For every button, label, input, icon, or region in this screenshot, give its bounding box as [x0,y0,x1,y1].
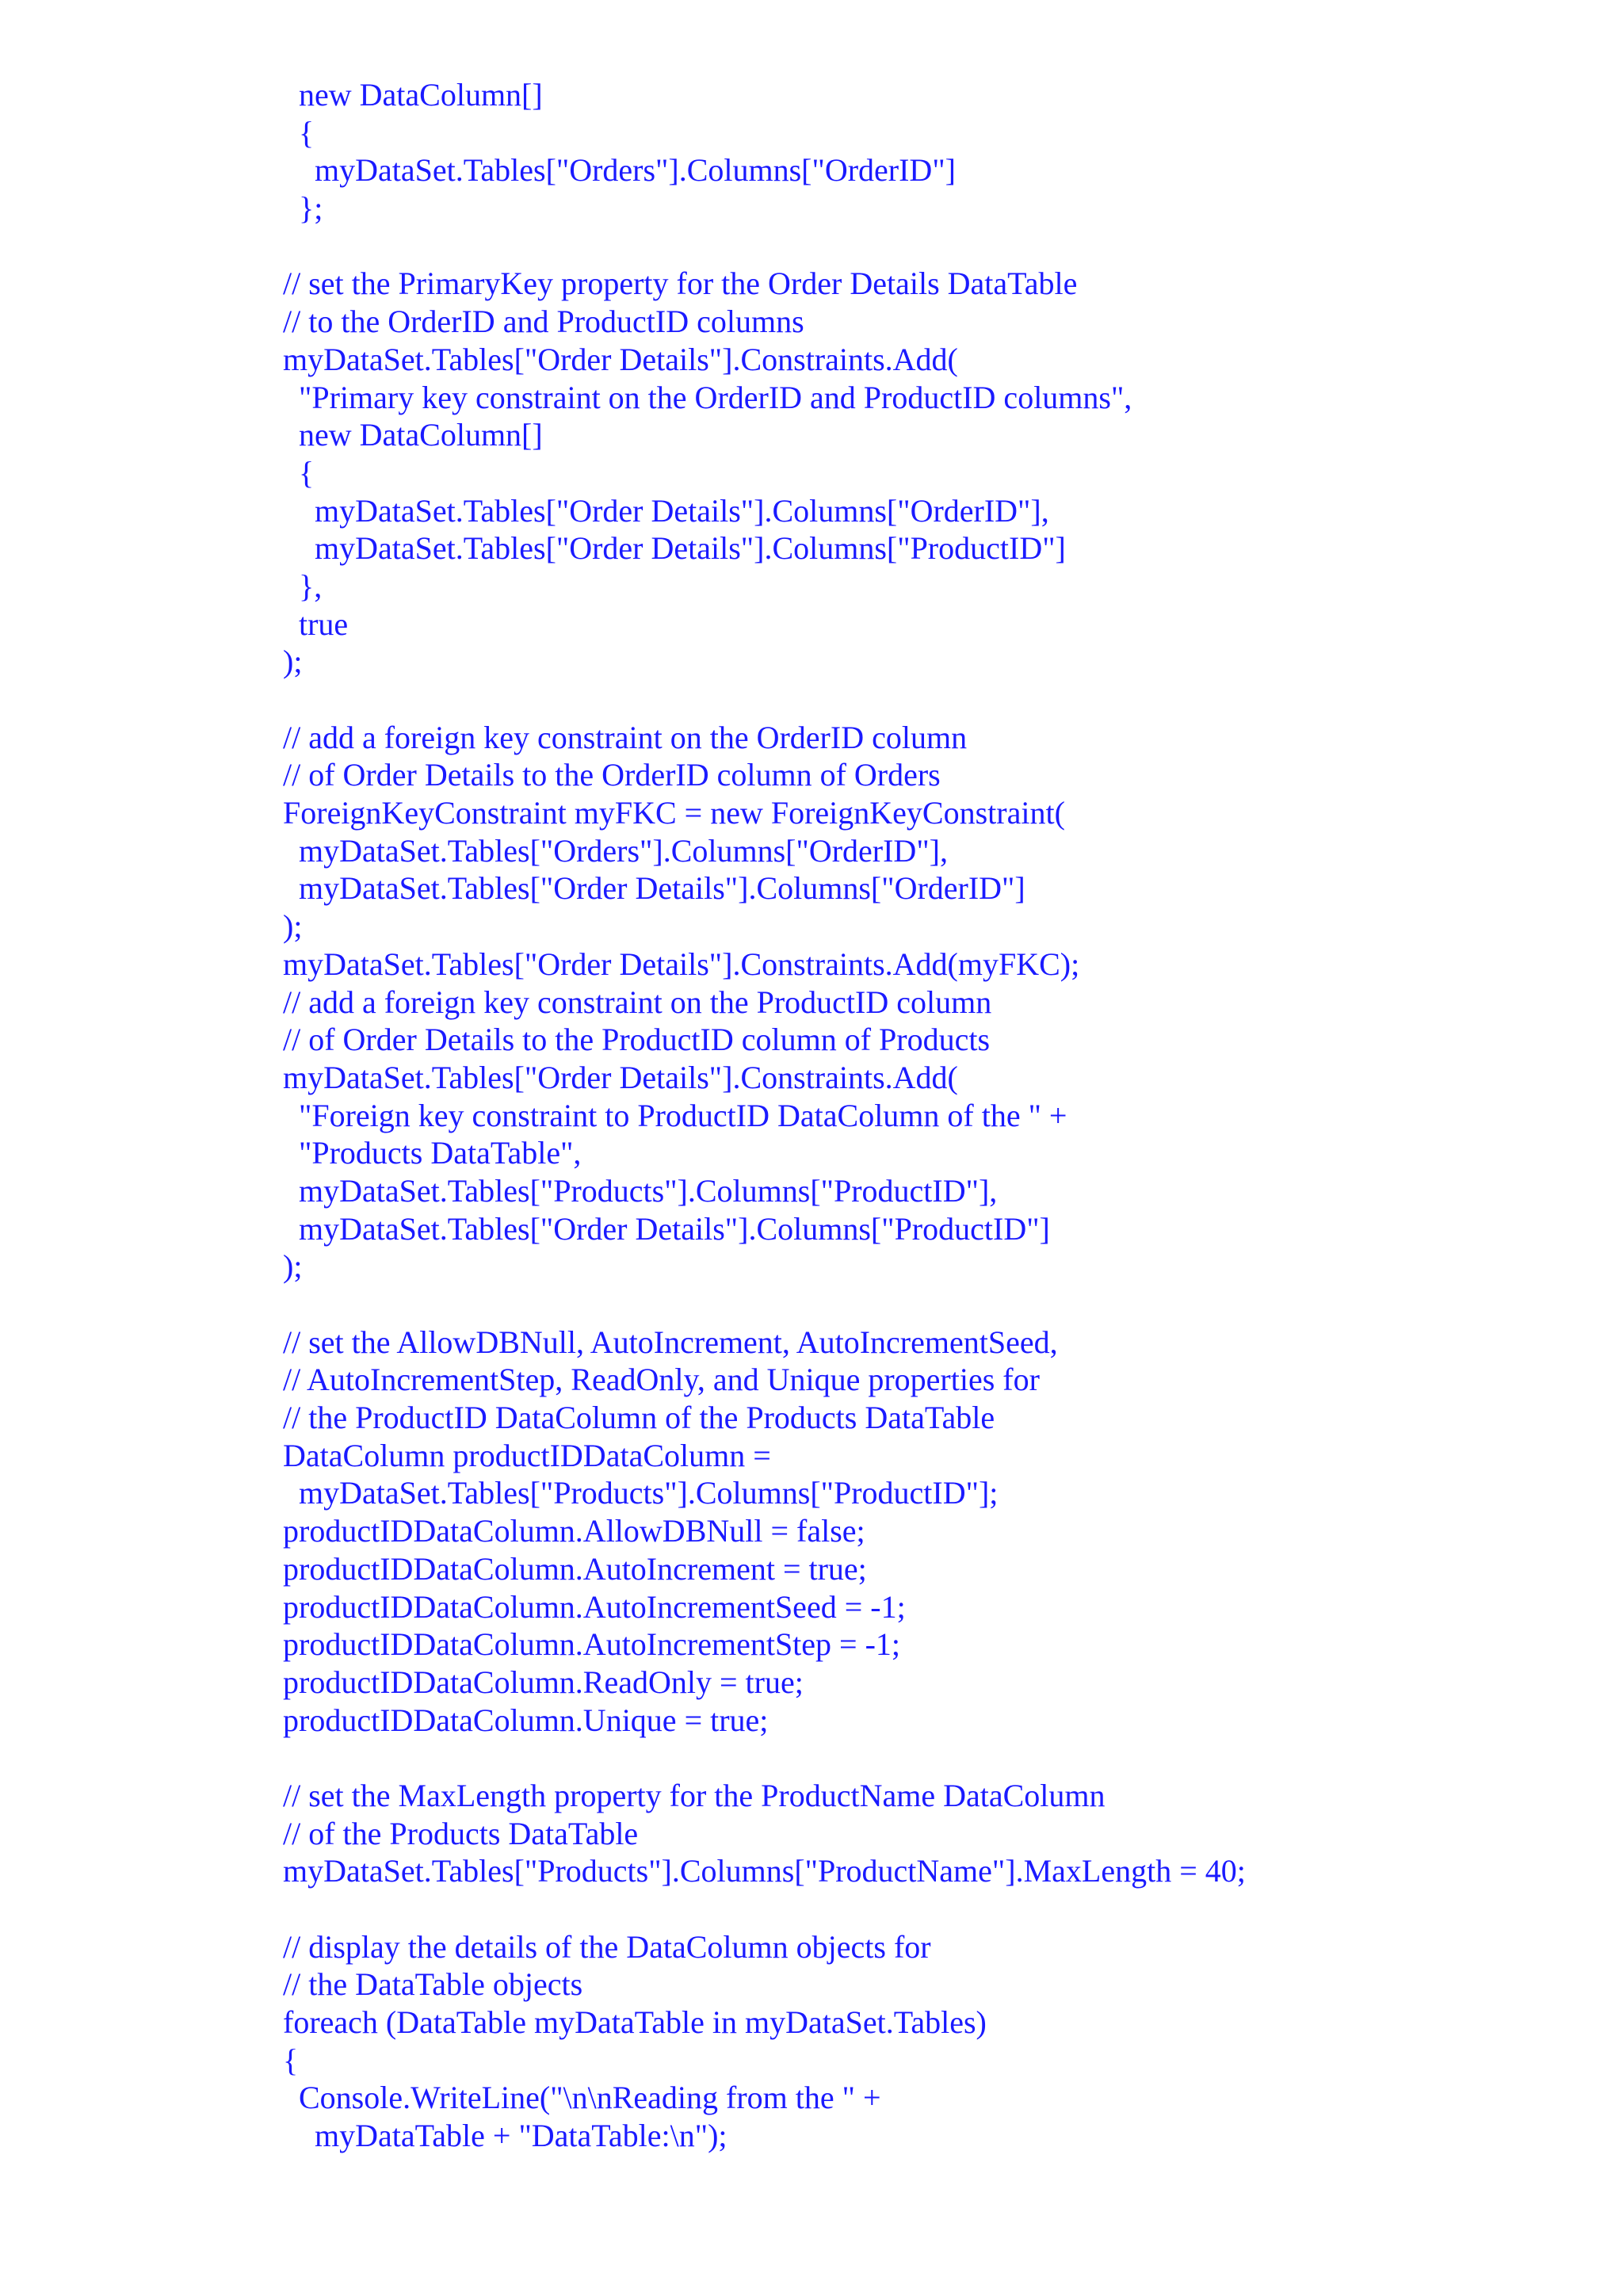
code-line [283,1890,1246,1928]
code-line: { [283,2042,299,2078]
code-line: }; [283,190,323,227]
code-line: myDataSet.Tables["Products"].Columns["ProductID"], [283,1172,998,1209]
code-line: "Primary key constraint on the OrderID and ProductID columns", [283,379,1132,415]
code-line: // the DataTable objects [283,1966,583,2003]
code-line: productIDDataColumn.Unique = true; [283,1702,769,1738]
code-line [283,681,1246,719]
code-line: myDataSet.Tables["Order Details"].Constraints.Add( [283,1059,958,1095]
code-line: productIDDataColumn.AutoIncrementSeed = -1; [283,1588,906,1625]
code-line: myDataSet.Tables["Orders"].Columns["OrderID"] [283,152,956,189]
code-line: DataColumn productIDDataColumn = [283,1437,771,1473]
code-line: productIDDataColumn.AutoIncrementStep = -1; [283,1626,901,1663]
code-line: { [283,114,315,151]
code-line: // the ProductID DataColumn of the Products DataTable [283,1400,995,1436]
code-line: ); [283,908,303,945]
code-line [283,1286,1246,1324]
code-line: // set the MaxLength property for the ProductName DataColumn [283,1777,1106,1813]
code-line: // add a foreign key constraint on the ProductID column [283,984,992,1020]
code-line: ); [283,644,303,680]
code-line: Console.WriteLine("\n\nReading from the " + [283,2080,881,2116]
code-line: myDataSet.Tables["Orders"].Columns["OrderID"], [283,832,948,869]
code-line [283,227,1246,266]
code-line: productIDDataColumn.ReadOnly = true; [283,1664,804,1700]
code-line: // set the AllowDBNull, AutoIncrement, AutoIncrementSeed, [283,1324,1058,1360]
code-line: }, [283,567,323,604]
code-line: // set the PrimaryKey property for the Order Details DataTable [283,266,1078,302]
code-line: true [283,606,349,642]
code-line: "Foreign key constraint to ProductID DataColumn of the " + [283,1097,1067,1133]
code-line: myDataSet.Tables["Order Details"].Columns["ProductID"] [283,1210,1050,1247]
code-line: myDataSet.Tables["Products"].Columns["ProductID"]; [283,1475,999,1511]
code-listing [283,76,1246,2155]
code-line: { [283,454,315,491]
code-line: // to the OrderID and ProductID columns [283,304,804,340]
code-line: new DataColumn[] [283,417,543,453]
code-line: productIDDataColumn.AutoIncrement = true; [283,1550,867,1587]
code-line: // of Order Details to the OrderID column of Orders [283,757,941,793]
code-line [283,1739,1246,1777]
code-line: // of the Products DataTable [283,1815,639,1851]
code-line: myDataTable + "DataTable:\n"); [283,2118,727,2154]
code-line: "Products DataTable", [283,1135,582,1171]
code-line: myDataSet.Tables["Order Details"].Columns["OrderID"] [283,870,1025,907]
code-line: myDataSet.Tables["Order Details"].Columns["ProductID"] [283,530,1066,567]
code-line: myDataSet.Tables["Order Details"].Constraints.Add(myFKC); [283,946,1080,982]
code-line: productIDDataColumn.AllowDBNull = false; [283,1513,865,1549]
code-line: myDataSet.Tables["Products"].Columns["ProductName"].MaxLength = 40; [283,1853,1246,1889]
code-line: myDataSet.Tables["Order Details"].Columns["OrderID"], [283,492,1049,529]
code-line: ForeignKeyConstraint myFKC = new ForeignKeyConstraint( [283,795,1065,831]
code-line: // add a foreign key constraint on the OrderID column [283,719,968,755]
code-line: foreach (DataTable myDataTable in myDataSet.Tables) [283,2004,987,2041]
code-line: // AutoIncrementStep, ReadOnly, and Unique properties for [283,1362,1040,1398]
code-line: // of Order Details to the ProductID column of Products [283,1022,991,1058]
code-line: new DataColumn[] [283,77,543,113]
code-line: myDataSet.Tables["Order Details"].Constraints.Add( [283,341,958,377]
code-line: ); [283,1248,303,1285]
code-line: // display the details of the DataColumn objects for [283,1928,931,1965]
